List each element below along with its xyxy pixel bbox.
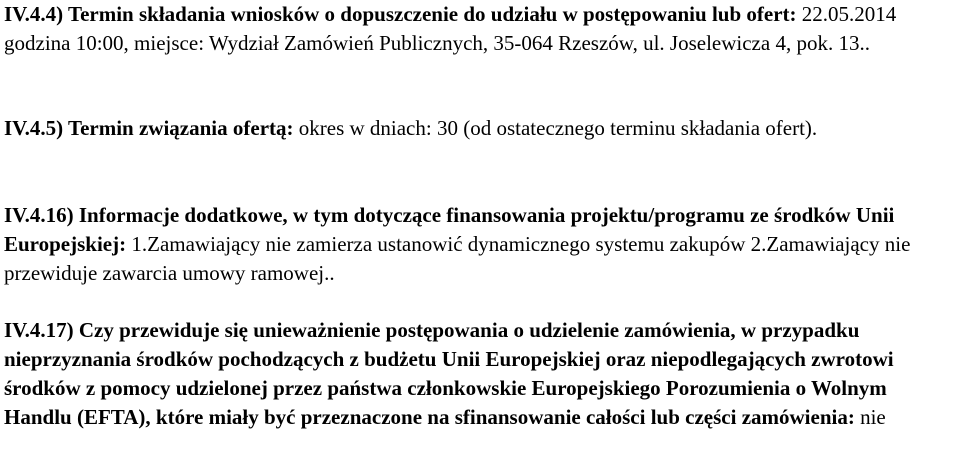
section-heading: IV.4.4) Termin składania wniosków o dopuszczenie do udziału w postępowaniu lub ofert: [4,2,797,26]
section-heading: IV.4.16) Informacje dodatkowe, w tym dotyczące finansowania projektu/programu ze środków Unii Europejskiej: [4,203,895,256]
section-heading: IV.4.17) Czy przewiduje się unieważnienie postępowania o udzielenie zamówienia, w przypadku nieprzyznania środków pochodzących z budżetu Unii Europejskiej oraz niepodlegających zwrotowi środków z pomocy udzielonej przez państwa członkowskie Europejskiego Porozumienia o Wolnym Handlu (EFTA), które miały być przeznaczone na sfinansowanie całości lub części zamówienia: [4,318,894,429]
section-text: 1.Zamawiający nie zamierza ustanowić dynamicznego systemu zakupów 2.Zamawiający nie przewiduje zawarcia umowy ramowej.. [4,232,911,285]
section-iv-4-4 [4,0,958,58]
section-heading: IV.4.5) Termin związania ofertą: [4,116,294,140]
section-iv-4-17 [4,316,958,432]
section-iv-4-16 [4,201,958,288]
section-iv-4-5 [4,114,958,143]
section-text: okres w dniach: 30 (od ostatecznego terminu składania ofert). [293,116,818,140]
section-text: 22.05.2014 godzina 10:00, miejsce: Wydział Zamówień Publicznych, 35-064 Rzeszów, ul. Joselewicza 4, pok. 13.. [4,2,897,55]
section-text: nie [854,405,886,429]
